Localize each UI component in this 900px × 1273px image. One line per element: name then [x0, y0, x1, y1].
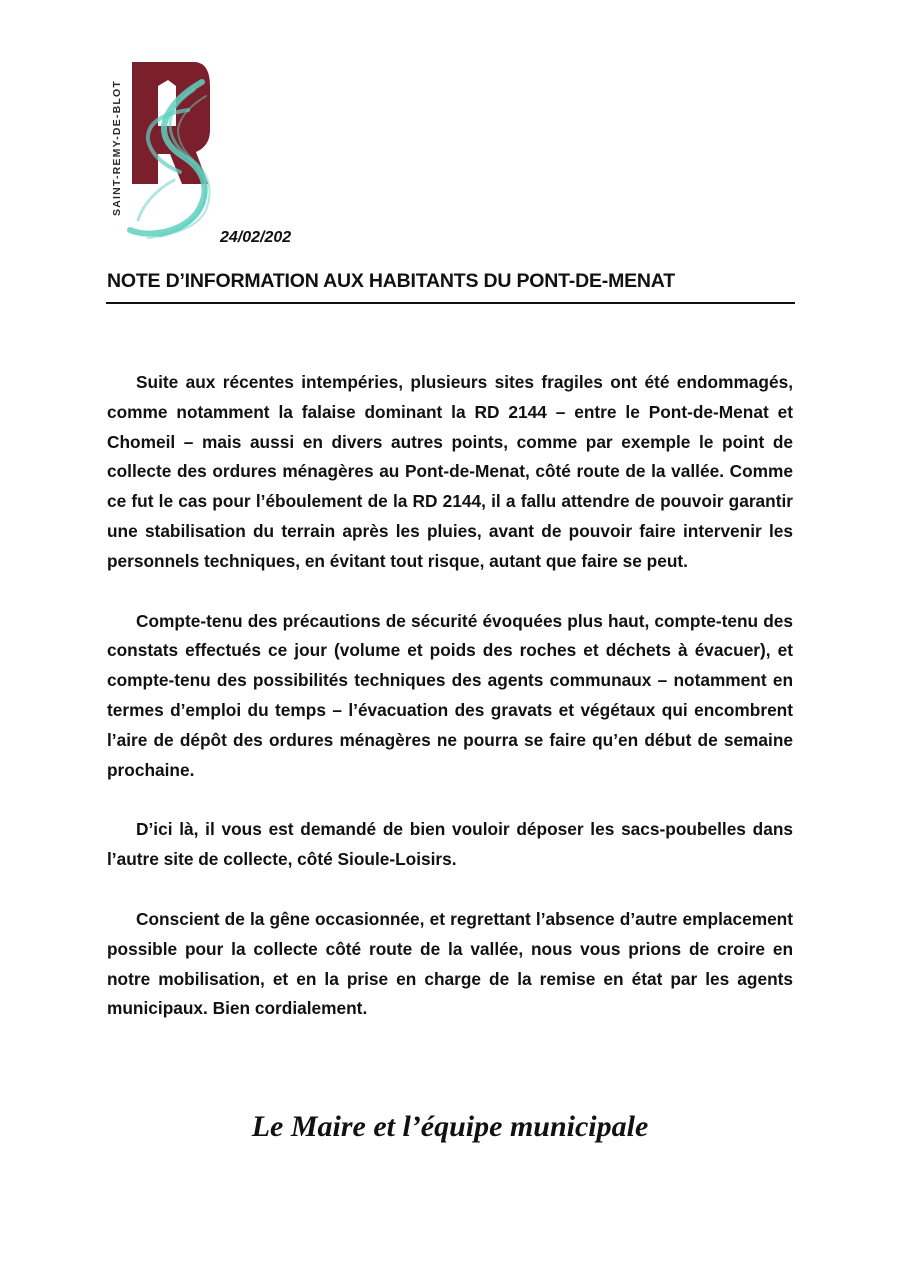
title-underline	[106, 302, 795, 304]
paragraph: Suite aux récentes intempéries, plusieurs sites fragiles ont été endommagés, comme notamment la falaise dominant la RD 2144 – entre le Pont-de-Menat et Chomeil – mais aussi en divers autres points, comme par exemple le point de collecte des ordures ménagères au Pont-de-Menat, côté route de la vallée. Comme ce fut le cas pour l’éboulement de la RD 2144, il a fallu attendre de pouvoir garantir une stabilisation du terrain après les pluies, avant de pouvoir faire intervenir les personnels techniques, en évitant tout risque, autant que faire se peut.	[107, 372, 793, 571]
paragraph: D’ici là, il vous est demandé de bien vouloir déposer les sacs-poubelles dans l’autre site de collecte, côté Sioule-Loisirs.	[107, 819, 793, 870]
logo-municipality-name: SAINT-REMY-DE-BLOT	[111, 80, 123, 216]
document-title: NOTE D’INFORMATION AUX HABITANTS DU PONT-DE-MENAT	[107, 270, 675, 292]
signature: Le Maire et l’équipe municipale	[251, 1110, 649, 1143]
document-body	[107, 368, 793, 1054]
paragraph: Conscient de la gêne occasionnée, et regrettant l’absence d’autre emplacement possible pour la collecte côté route de la vallée, nous vous prions de croire en notre mobilisation, et en la prise en charge de la remise en état par les agents municipaux. Bien cordialement.	[107, 908, 793, 1019]
paragraph: Compte-tenu des précautions de sécurité évoquées plus haut, compte-tenu des constats effectués ce jour (volume et poids des roches et déchets à évacuer), et compte-tenu des possibilités techniques des agents communaux – notamment en termes d’emploi du temps – l’évacuation des gravats et végétaux qui encombrent l’aire de dépôt des ordures ménagères ne pourra se faire qu’en début de semaine prochaine.	[107, 610, 793, 780]
document-date: 24/02/202	[220, 229, 292, 246]
